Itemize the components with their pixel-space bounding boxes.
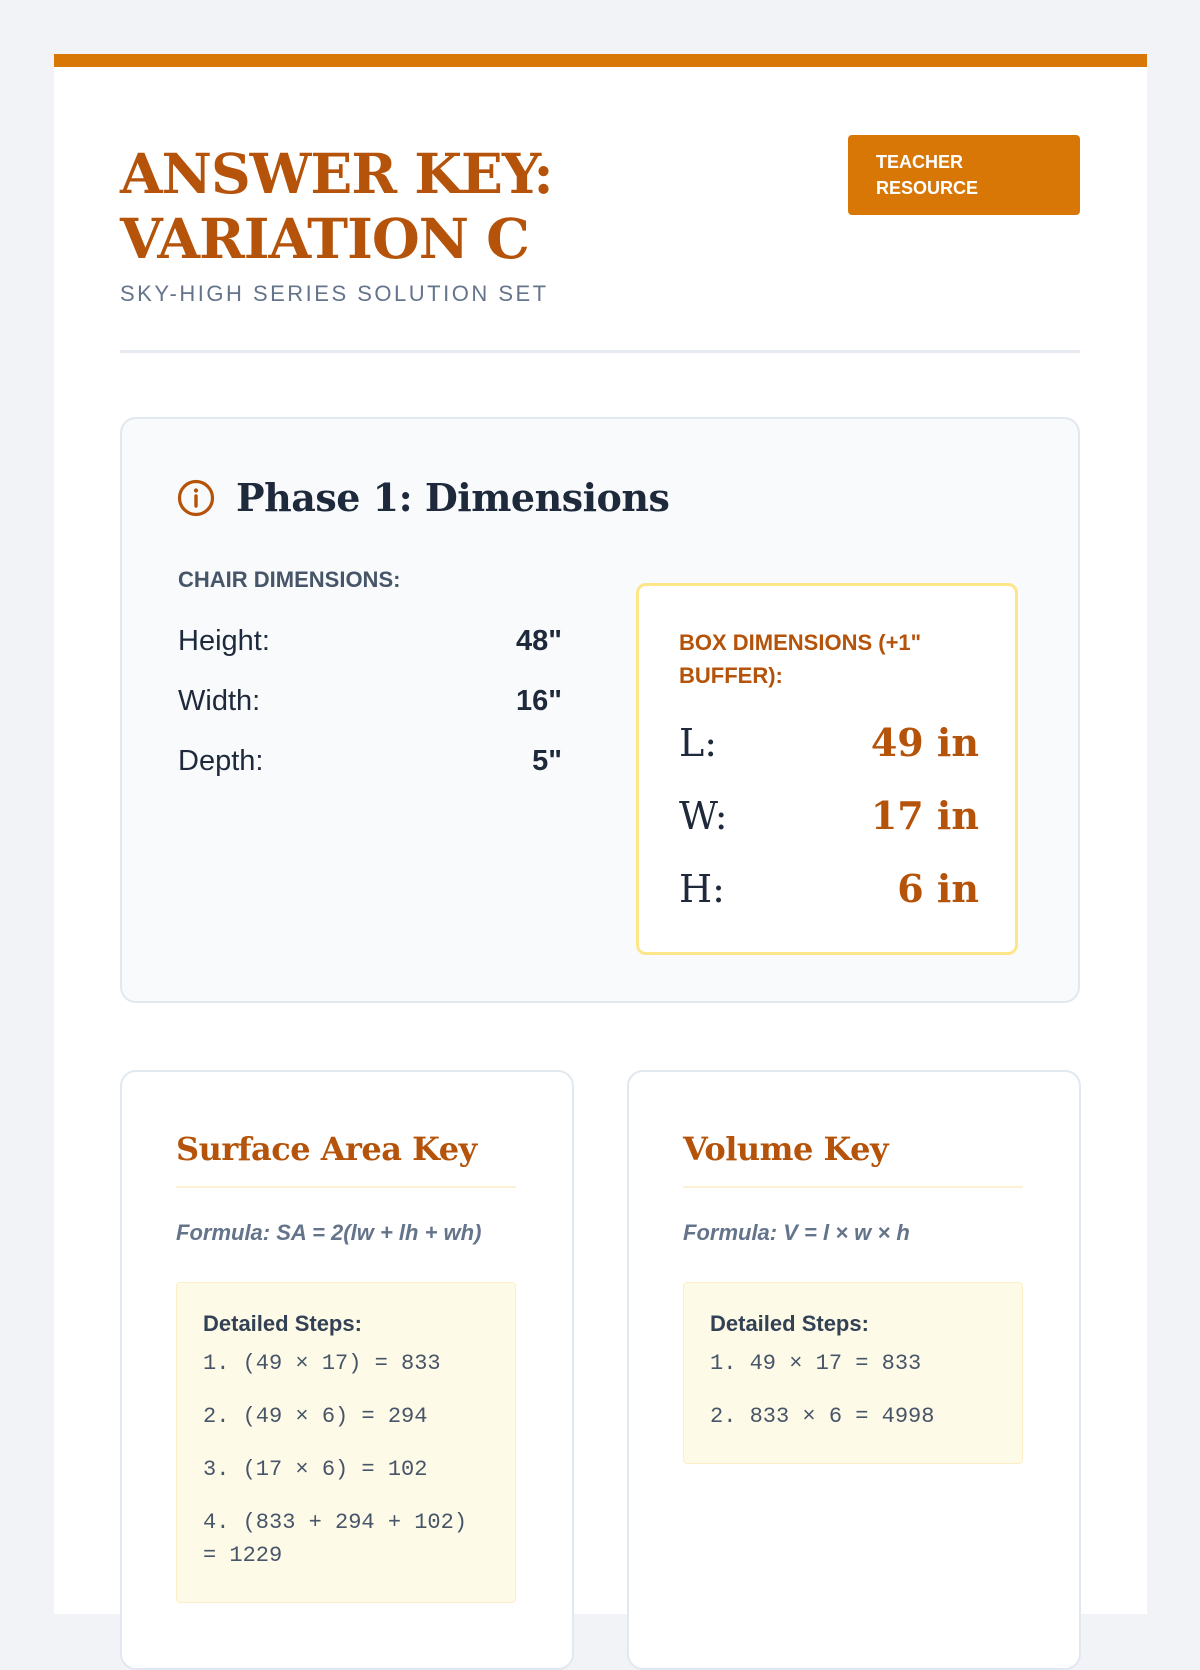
volume-steps [683,1282,1023,1464]
surface-area-steps [176,1282,516,1603]
chair-depth-label: Depth: [178,745,264,777]
step-line: 4. (833 + 294 + 102) = 1229 [203,1510,468,1568]
volume-title: Volume Key [683,1130,1023,1188]
phase-1-card [120,417,1080,1003]
chair-width-row [178,685,562,718]
box-width-value: 17 in [870,793,979,838]
chair-height-label: Height: [178,625,270,657]
step-line: 1. 49 × 17 = 833 [710,1351,922,1376]
box-length-value: 49 in [870,720,979,765]
phase-1-heading [176,475,669,520]
steps-heading: Detailed Steps: [203,1311,362,1336]
answer-key-sheet [54,54,1147,1614]
box-length-label: L: [679,721,718,765]
chair-dimensions-label: CHAIR DIMENSIONS: [178,567,401,592]
box-dimensions-label: BOX DIMENSIONS (+1" BUFFER): [679,630,922,688]
page-title: ANSWER KEY: VARIATION C [120,141,553,271]
step-line: 2. (49 × 6) = 294 [203,1404,428,1429]
step-line: 3. (17 × 6) = 102 [203,1457,428,1482]
chair-height-row [178,625,562,658]
box-height-label: H: [679,867,725,911]
page-subtitle: SKY-HIGH SERIES SOLUTION SET [120,281,549,306]
surface-area-key-card [120,1070,574,1670]
step-line: 1. (49 × 17) = 833 [203,1351,441,1376]
teacher-resource-badge: TEACHER RESOURCE [848,135,1080,215]
volume-key-card [627,1070,1081,1670]
box-length-row [679,720,979,765]
chair-height-value: 48" [515,625,562,657]
box-width-row [679,793,979,838]
page-header [120,135,1080,353]
chair-depth-row [178,745,562,778]
info-icon [176,478,216,518]
box-height-value: 6 in [897,866,979,911]
chair-depth-value: 5" [532,745,562,777]
phase-1-title: Phase 1: Dimensions [236,475,670,520]
box-height-row [679,866,979,911]
surface-area-formula: Formula: SA = 2(lw + lh + wh) [176,1220,482,1245]
volume-formula: Formula: V = l × w × h [683,1220,910,1245]
step-line: 2. 833 × 6 = 4998 [710,1404,935,1429]
surface-area-title: Surface Area Key [176,1130,516,1188]
chair-width-value: 16" [515,685,562,717]
chair-width-label: Width: [178,685,261,717]
box-width-label: W: [679,794,728,838]
steps-heading: Detailed Steps: [710,1311,869,1336]
box-dimensions-panel [636,583,1018,955]
